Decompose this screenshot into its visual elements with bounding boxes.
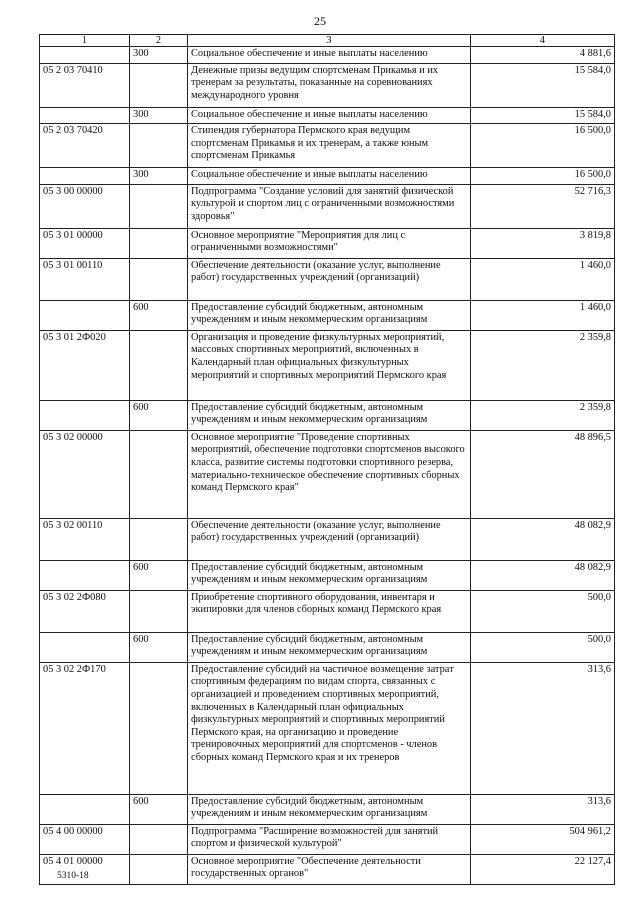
row-code <box>40 107 130 124</box>
row-code <box>40 400 130 430</box>
row-type <box>130 430 188 518</box>
row-code <box>40 560 130 590</box>
row-amount: 15 584,0 <box>471 63 615 107</box>
document-code: 5310-18 <box>57 871 89 881</box>
table-row <box>40 168 615 185</box>
row-amount: 2 359,8 <box>471 400 615 430</box>
row-name: Предоставление субсидий бюджетным, автономным учреждениям и иным некоммерческим организациям <box>188 794 471 824</box>
row-type: 600 <box>130 560 188 590</box>
table-row <box>40 228 615 258</box>
row-type <box>130 184 188 228</box>
row-name: Социальное обеспечение и иные выплаты населению <box>188 168 471 185</box>
table-row <box>40 300 615 330</box>
row-code: 05 2 03 70420 <box>40 124 130 168</box>
row-type <box>130 854 188 884</box>
row-amount: 16 500,0 <box>471 124 615 168</box>
row-amount: 2 359,8 <box>471 330 615 400</box>
row-type: 600 <box>130 794 188 824</box>
row-type: 300 <box>130 47 188 64</box>
table-row <box>40 400 615 430</box>
row-type <box>130 124 188 168</box>
row-type <box>130 590 188 632</box>
column-header-name: 3 <box>188 35 471 47</box>
row-amount: 504 961,2 <box>471 824 615 854</box>
row-code: 05 3 02 2Ф080 <box>40 590 130 632</box>
row-name: Подпрограмма "Создание условий для занятий физической культурой и спортом лиц с ограниченными возможностями здоровья" <box>188 184 471 228</box>
table-row <box>40 854 615 884</box>
row-code <box>40 168 130 185</box>
row-type <box>130 824 188 854</box>
row-type: 600 <box>130 400 188 430</box>
row-amount: 313,6 <box>471 794 615 824</box>
row-code: 05 3 01 00110 <box>40 258 130 300</box>
table-header-row <box>40 35 615 47</box>
row-name: Обеспечение деятельности (оказание услуг, выполнение работ) государственных учреждений (организаций) <box>188 518 471 560</box>
table-row <box>40 590 615 632</box>
row-type <box>130 228 188 258</box>
row-type: 600 <box>130 632 188 662</box>
table-row <box>40 662 615 794</box>
table-row <box>40 330 615 400</box>
table-row <box>40 184 615 228</box>
row-code <box>40 47 130 64</box>
budget-table <box>39 34 615 885</box>
row-name: Стипендия губернатора Пермского края ведущим спортсменам Прикамья и их тренерам, а также юным спортсменам Прикамья <box>188 124 471 168</box>
row-code <box>40 794 130 824</box>
row-type: 300 <box>130 107 188 124</box>
row-code: 05 3 01 2Ф020 <box>40 330 130 400</box>
row-code: 05 3 00 00000 <box>40 184 130 228</box>
row-code: 05 3 01 00000 <box>40 228 130 258</box>
row-amount: 48 082,9 <box>471 560 615 590</box>
row-amount: 1 460,0 <box>471 300 615 330</box>
row-name: Основное мероприятие "Обеспечение деятельности государственных органов" <box>188 854 471 884</box>
row-type <box>130 258 188 300</box>
row-code: 05 3 02 2Ф170 <box>40 662 130 794</box>
row-name: Обеспечение деятельности (оказание услуг, выполнение работ) государственных учреждений (организаций) <box>188 258 471 300</box>
row-type: 300 <box>130 168 188 185</box>
row-code: 05 3 02 00000 <box>40 430 130 518</box>
row-name: Социальное обеспечение и иные выплаты населению <box>188 47 471 64</box>
table-row <box>40 47 615 64</box>
row-type <box>130 330 188 400</box>
table-row <box>40 794 615 824</box>
row-name: Предоставление субсидий бюджетным, автономным учреждениям и иным некоммерческим организациям <box>188 632 471 662</box>
row-code: 05 2 03 70410 <box>40 63 130 107</box>
row-code: 05 3 02 00110 <box>40 518 130 560</box>
row-name: Организация и проведение физкультурных мероприятий, массовых спортивных мероприятий, включенных в Календарный план официальных физкультурных мероприятий и спортивных мероприятий Пермского края <box>188 330 471 400</box>
row-name: Предоставление субсидий бюджетным, автономным учреждениям и иным некоммерческим организациям <box>188 560 471 590</box>
row-name: Предоставление субсидий бюджетным, автономным учреждениям и иным некоммерческим организациям <box>188 300 471 330</box>
row-type <box>130 518 188 560</box>
column-header-amount: 4 <box>471 35 615 47</box>
table-row <box>40 430 615 518</box>
row-name: Предоставление субсидий бюджетным, автономным учреждениям и иным некоммерческим организациям <box>188 400 471 430</box>
column-header-code: 1 <box>40 35 130 47</box>
row-code: 05 4 01 00000 <box>40 854 130 884</box>
row-amount: 48 082,9 <box>471 518 615 560</box>
row-code: 05 4 00 00000 <box>40 824 130 854</box>
table-row <box>40 632 615 662</box>
table-row <box>40 63 615 107</box>
row-name: Денежные призы ведущим спортсменам Прикамья и их тренерам за результаты, показанные на соревнованиях международного уровня <box>188 63 471 107</box>
table-row <box>40 518 615 560</box>
row-amount: 313,6 <box>471 662 615 794</box>
page-number: 25 <box>314 14 326 28</box>
row-name: Подпрограмма "Расширение возможностей для занятий спортом и физической культурой" <box>188 824 471 854</box>
row-amount: 1 460,0 <box>471 258 615 300</box>
row-amount: 15 584,0 <box>471 107 615 124</box>
row-type <box>130 63 188 107</box>
row-name: Социальное обеспечение и иные выплаты населению <box>188 107 471 124</box>
row-code <box>40 300 130 330</box>
table-row <box>40 124 615 168</box>
row-amount: 3 819,8 <box>471 228 615 258</box>
table-row <box>40 107 615 124</box>
column-header-type: 2 <box>130 35 188 47</box>
row-amount: 52 716,3 <box>471 184 615 228</box>
row-amount: 16 500,0 <box>471 168 615 185</box>
row-name: Основное мероприятие "Проведение спортивных мероприятий, обеспечение подготовки спортсменов высокого класса, развитие системы подготовки спортивного резерва, материально-техническое обеспечение спортивных сборных команд Пермского края" <box>188 430 471 518</box>
row-amount: 48 896,5 <box>471 430 615 518</box>
row-name: Предоставление субсидий на частичное возмещение затрат спортивным федерациям по видам спорта, связанных с организацией и проведением спортивных мероприятий, включенных в Календарный план официальных физкультурных мероприятий и спортивных мероприятий Пермского края, на организацию и проведение тренировочных мероприятий для спортсменов - членов сборных команд Пермского края и их тренеров <box>188 662 471 794</box>
table-row <box>40 560 615 590</box>
row-name: Основное мероприятие "Мероприятия для лиц с ограниченными возможностями" <box>188 228 471 258</box>
row-name: Приобретение спортивного оборудования, инвентаря и экипировки для членов сборных команд Пермского края <box>188 590 471 632</box>
row-amount: 500,0 <box>471 590 615 632</box>
row-amount: 500,0 <box>471 632 615 662</box>
row-amount: 22 127,4 <box>471 854 615 884</box>
row-type <box>130 662 188 794</box>
row-type: 600 <box>130 300 188 330</box>
table-row <box>40 258 615 300</box>
table-row <box>40 824 615 854</box>
row-code <box>40 632 130 662</box>
row-amount: 4 881,6 <box>471 47 615 64</box>
